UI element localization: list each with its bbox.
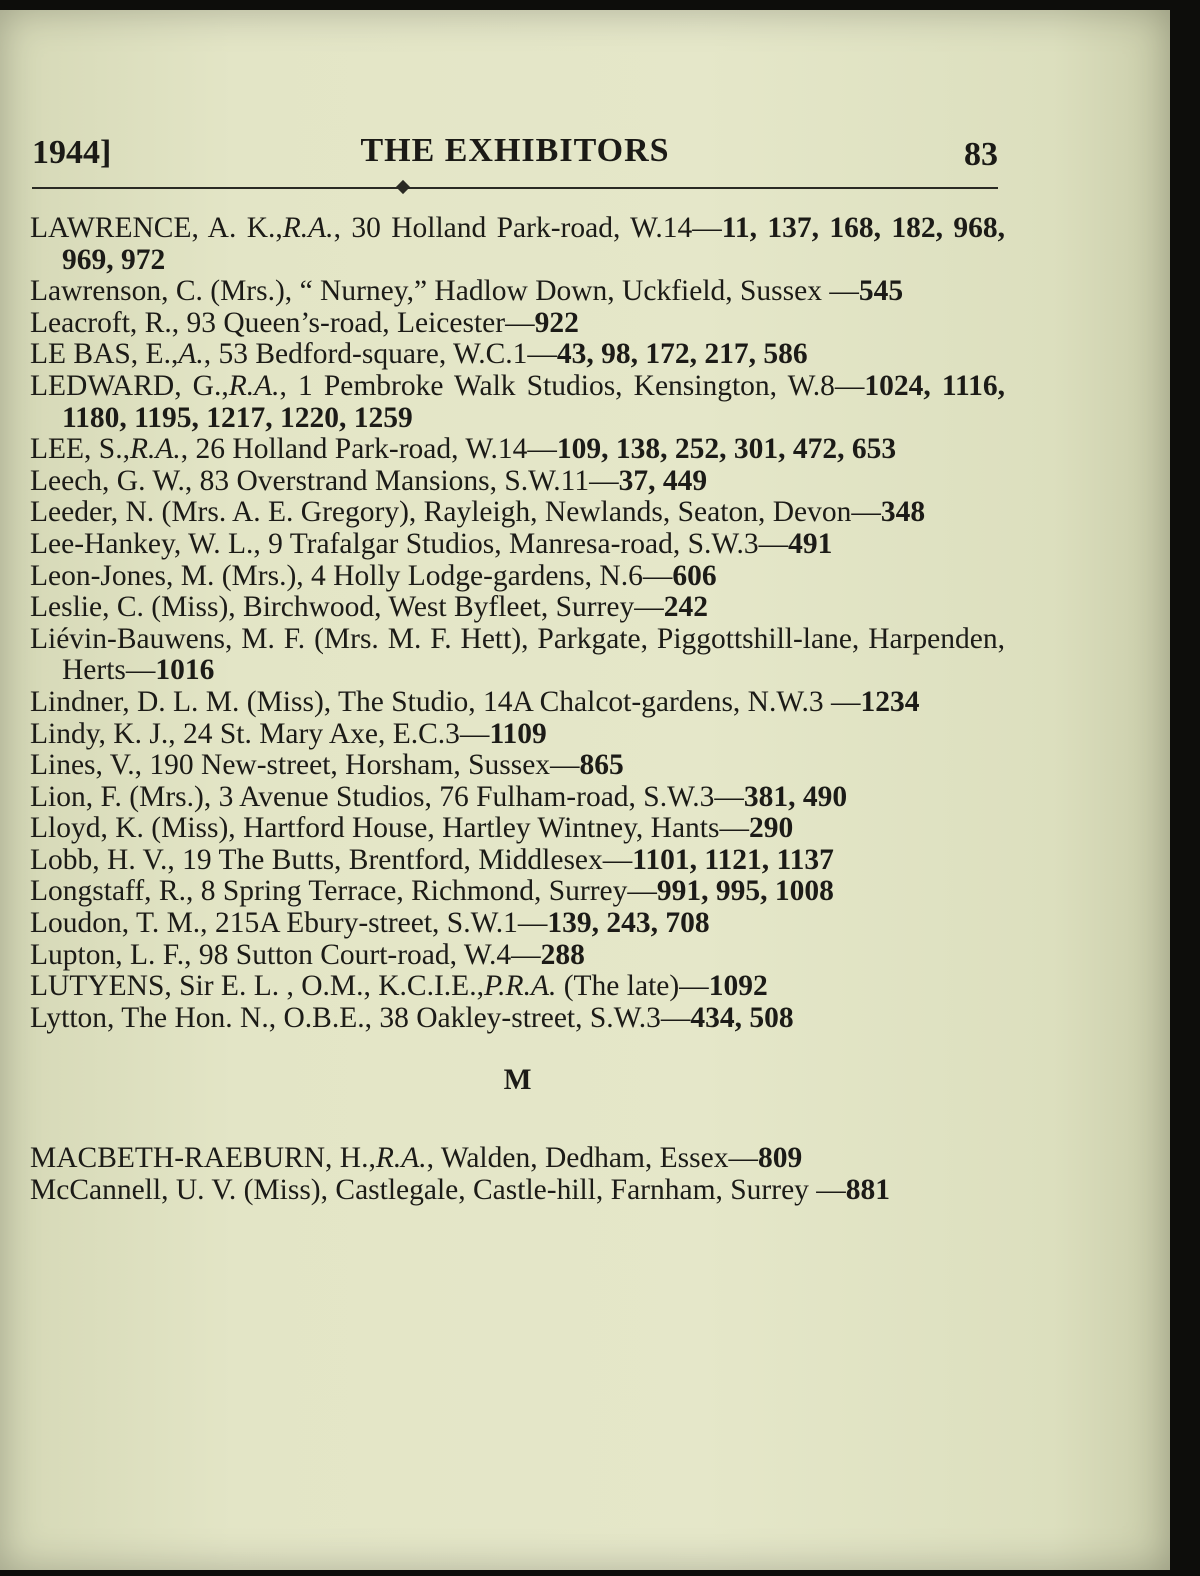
exhibitor-entry bbox=[30, 719, 1005, 751]
exhibitor-entry bbox=[30, 624, 1005, 687]
exhibit-numbers: 43, 98, 172, 217, 586 bbox=[556, 338, 808, 371]
exhibit-numbers: 139, 243, 708 bbox=[547, 907, 710, 940]
exhibitor-address: 24 St. Mary Axe, E.C.3— bbox=[175, 717, 490, 750]
exhibitor-title: R.A. bbox=[129, 433, 181, 466]
exhibit-numbers: 881 bbox=[845, 1173, 891, 1206]
exhibitor-name: McCannell, U. V. (Miss), bbox=[30, 1173, 329, 1206]
exhibit-numbers: 348 bbox=[880, 496, 926, 529]
exhibitor-address: Birchwood, West Byfleet, Surrey— bbox=[235, 591, 664, 624]
exhibitor-address: 98 Sutton Court-road, W.4— bbox=[191, 938, 541, 971]
exhibitor-name: Lloyd, K. (Miss), bbox=[30, 812, 236, 845]
exhibitor-entry bbox=[30, 908, 1005, 940]
exhibitor-list bbox=[30, 213, 1005, 1206]
section-letter: M bbox=[503, 1064, 532, 1097]
exhibitor-entry bbox=[30, 813, 1005, 845]
exhibitor-address: , 1 Pembroke Walk Studios, Kensington, W.8— bbox=[279, 369, 865, 402]
exhibit-numbers: 1024, 1116, 1180, 1195, 1217, 1220, 1259 bbox=[62, 369, 1005, 434]
exhibitor-name: LE BAS, E., bbox=[30, 338, 179, 371]
book-page bbox=[0, 10, 1170, 1570]
exhibitor-entry bbox=[30, 1003, 1005, 1035]
exhibit-numbers: 491 bbox=[788, 527, 833, 560]
header-title: THE EXHIBITORS bbox=[360, 132, 670, 169]
exhibitor-address: 4 Holly Lodge-gardens, N.6— bbox=[303, 559, 673, 592]
exhibitor-entry bbox=[30, 466, 1005, 498]
exhibitor-address: Parkgate, Piggottshill-lane, Harpenden, Herts— bbox=[62, 622, 1005, 687]
exhibitor-entry bbox=[30, 339, 1005, 371]
exhibitor-address: , Walden, Dedham, Essex— bbox=[426, 1142, 758, 1175]
exhibit-numbers: 809 bbox=[757, 1142, 803, 1175]
exhibit-numbers: 1092 bbox=[708, 970, 768, 1003]
exhibit-numbers: 434, 508 bbox=[690, 1001, 794, 1034]
exhibit-numbers: 1101, 1121, 1137 bbox=[632, 843, 834, 876]
exhibitor-name: Lytton, The Hon. N., O.B.E., bbox=[30, 1001, 372, 1034]
exhibitor-address: Rayleigh, Newlands, Seaton, Devon— bbox=[416, 496, 881, 529]
exhibit-numbers: 290 bbox=[749, 812, 794, 845]
exhibitor-name: Lee-Hankey, W. L., bbox=[30, 527, 261, 560]
exhibitor-entry bbox=[30, 371, 1005, 434]
exhibit-numbers: 991, 995, 1008 bbox=[656, 875, 834, 908]
exhibit-numbers: 865 bbox=[579, 749, 624, 782]
exhibitor-address: 215A Ebury-street, S.W.1— bbox=[207, 907, 548, 940]
exhibit-numbers: 545 bbox=[858, 275, 904, 308]
exhibit-numbers: 1234 bbox=[860, 685, 920, 718]
exhibitor-entry bbox=[30, 876, 1005, 908]
exhibitor-address: Hartford House, Hartley Wintney, Hants— bbox=[235, 812, 749, 845]
header-year: 1944] bbox=[32, 134, 112, 171]
exhibitor-name: Lindner, D. L. M. (Miss), bbox=[30, 685, 332, 718]
exhibit-numbers: 922 bbox=[534, 306, 579, 339]
exhibit-numbers: 37, 449 bbox=[618, 464, 708, 497]
exhibitor-address: 83 Overstrand Mansions, S.W.11— bbox=[192, 464, 619, 497]
exhibit-numbers: 381, 490 bbox=[743, 780, 848, 813]
exhibitor-name: MACBETH-RAEBURN, H., bbox=[30, 1142, 376, 1175]
exhibitor-name: Leacroft, R., bbox=[30, 306, 180, 339]
page-number: 83 bbox=[964, 136, 998, 173]
exhibitor-name: LAWRENCE, A. K., bbox=[30, 212, 283, 244]
exhibitor-entry bbox=[30, 1175, 1005, 1207]
exhibitor-address: 19 The Butts, Brentford, Middlesex— bbox=[174, 843, 633, 876]
exhibitor-entry bbox=[30, 687, 1005, 719]
exhibitor-address: (The late)— bbox=[556, 970, 709, 1003]
exhibitor-address: , 30 Holland Park-road, W.14— bbox=[333, 212, 722, 244]
exhibitor-address: 93 Queen’s-road, Leicester— bbox=[179, 306, 535, 339]
exhibitor-name: Leslie, C. (Miss), bbox=[30, 591, 236, 624]
exhibit-numbers: 242 bbox=[663, 591, 708, 624]
exhibitor-name: Lindy, K. J., bbox=[30, 717, 176, 750]
exhibitor-title: A. bbox=[178, 338, 204, 371]
exhibitor-entry bbox=[30, 940, 1005, 972]
exhibitor-entry bbox=[30, 592, 1005, 624]
exhibitor-entry bbox=[30, 845, 1005, 877]
entries-l bbox=[30, 213, 1005, 1034]
page-header bbox=[32, 128, 998, 176]
exhibitor-name: Liévin-Bauwens, M. F. (Mrs. M. F. Hett), bbox=[30, 622, 529, 655]
exhibitor-name: LEDWARD, G., bbox=[30, 369, 229, 402]
exhibitor-name: Leon-Jones, M. (Mrs.), bbox=[30, 559, 304, 592]
exhibitor-entry bbox=[30, 782, 1005, 814]
exhibitor-address: The Studio, 14A Chalcot-gardens, N.W.3 — bbox=[331, 685, 861, 718]
exhibitor-address: Castlegale, Castle-hill, Farnham, Surrey — bbox=[328, 1173, 846, 1206]
exhibitor-entry bbox=[30, 1143, 1005, 1175]
exhibitor-title: R.A. bbox=[282, 212, 334, 244]
exhibitor-entry bbox=[30, 750, 1005, 782]
exhibitor-address: 8 Spring Terrace, Richmond, Surrey— bbox=[193, 875, 657, 908]
rule-ornament bbox=[396, 180, 410, 194]
exhibitor-title: R.A. bbox=[375, 1142, 427, 1175]
exhibitor-name: Lion, F. (Mrs.), bbox=[30, 780, 212, 813]
exhibitor-address: , 26 Holland Park-road, W.14— bbox=[180, 433, 557, 466]
exhibit-numbers: 1109 bbox=[489, 717, 547, 750]
exhibitor-title: P.R.A. bbox=[483, 970, 557, 1003]
exhibit-numbers: 1016 bbox=[155, 654, 215, 687]
exhibitor-entry bbox=[30, 561, 1005, 593]
exhibitor-address: 9 Trafalgar Studios, Manresa-road, S.W.3— bbox=[260, 527, 789, 560]
exhibit-numbers: 288 bbox=[540, 938, 585, 971]
exhibitor-entry bbox=[30, 529, 1005, 561]
exhibitor-entry bbox=[30, 276, 1005, 308]
exhibitor-address: 3 Avenue Studios, 76 Fulham-road, S.W.3— bbox=[211, 780, 744, 813]
exhibitor-address: 190 New-street, Horsham, Sussex— bbox=[142, 749, 580, 782]
exhibitor-entry bbox=[30, 497, 1005, 529]
exhibit-numbers: 11, 137, 168, 182, 968, 969, 972 bbox=[62, 212, 1006, 276]
exhibit-numbers: 606 bbox=[672, 559, 717, 592]
exhibitor-entry bbox=[30, 308, 1005, 340]
exhibitor-name: Lawrenson, C. (Mrs.), bbox=[30, 275, 293, 308]
exhibitor-name: Lobb, H. V., bbox=[30, 843, 175, 876]
exhibitor-name: Loudon, T. M., bbox=[30, 907, 208, 940]
exhibitor-address: “ Nurney,” Hadlow Down, Uckfield, Sussex — bbox=[292, 275, 859, 308]
exhibitor-name: Leech, G. W., bbox=[30, 464, 193, 497]
exhibitor-name: Leeder, N. (Mrs. A. E. Gregory), bbox=[30, 496, 417, 529]
exhibitor-name: Longstaff, R., bbox=[30, 875, 194, 908]
header-rule bbox=[32, 187, 998, 189]
exhibitor-entry bbox=[30, 971, 1005, 1003]
exhibit-numbers: 109, 138, 252, 301, 472, 653 bbox=[556, 433, 897, 466]
exhibitor-name: LEE, S., bbox=[30, 433, 130, 466]
exhibitor-title: R.A. bbox=[228, 369, 280, 402]
exhibitor-name: LUTYENS, Sir E. L. , O.M., K.C.I.E., bbox=[30, 970, 484, 1003]
exhibitor-name: Lupton, L. F., bbox=[30, 938, 192, 971]
entries-m bbox=[30, 1143, 1005, 1206]
exhibitor-name: Lines, V., bbox=[30, 749, 143, 782]
exhibitor-address: , 53 Bedford-square, W.C.1— bbox=[203, 338, 557, 371]
exhibitor-entry bbox=[30, 434, 1005, 466]
exhibitor-address: 38 Oakley-street, S.W.3— bbox=[371, 1001, 691, 1034]
exhibitor-entry bbox=[30, 213, 1005, 276]
